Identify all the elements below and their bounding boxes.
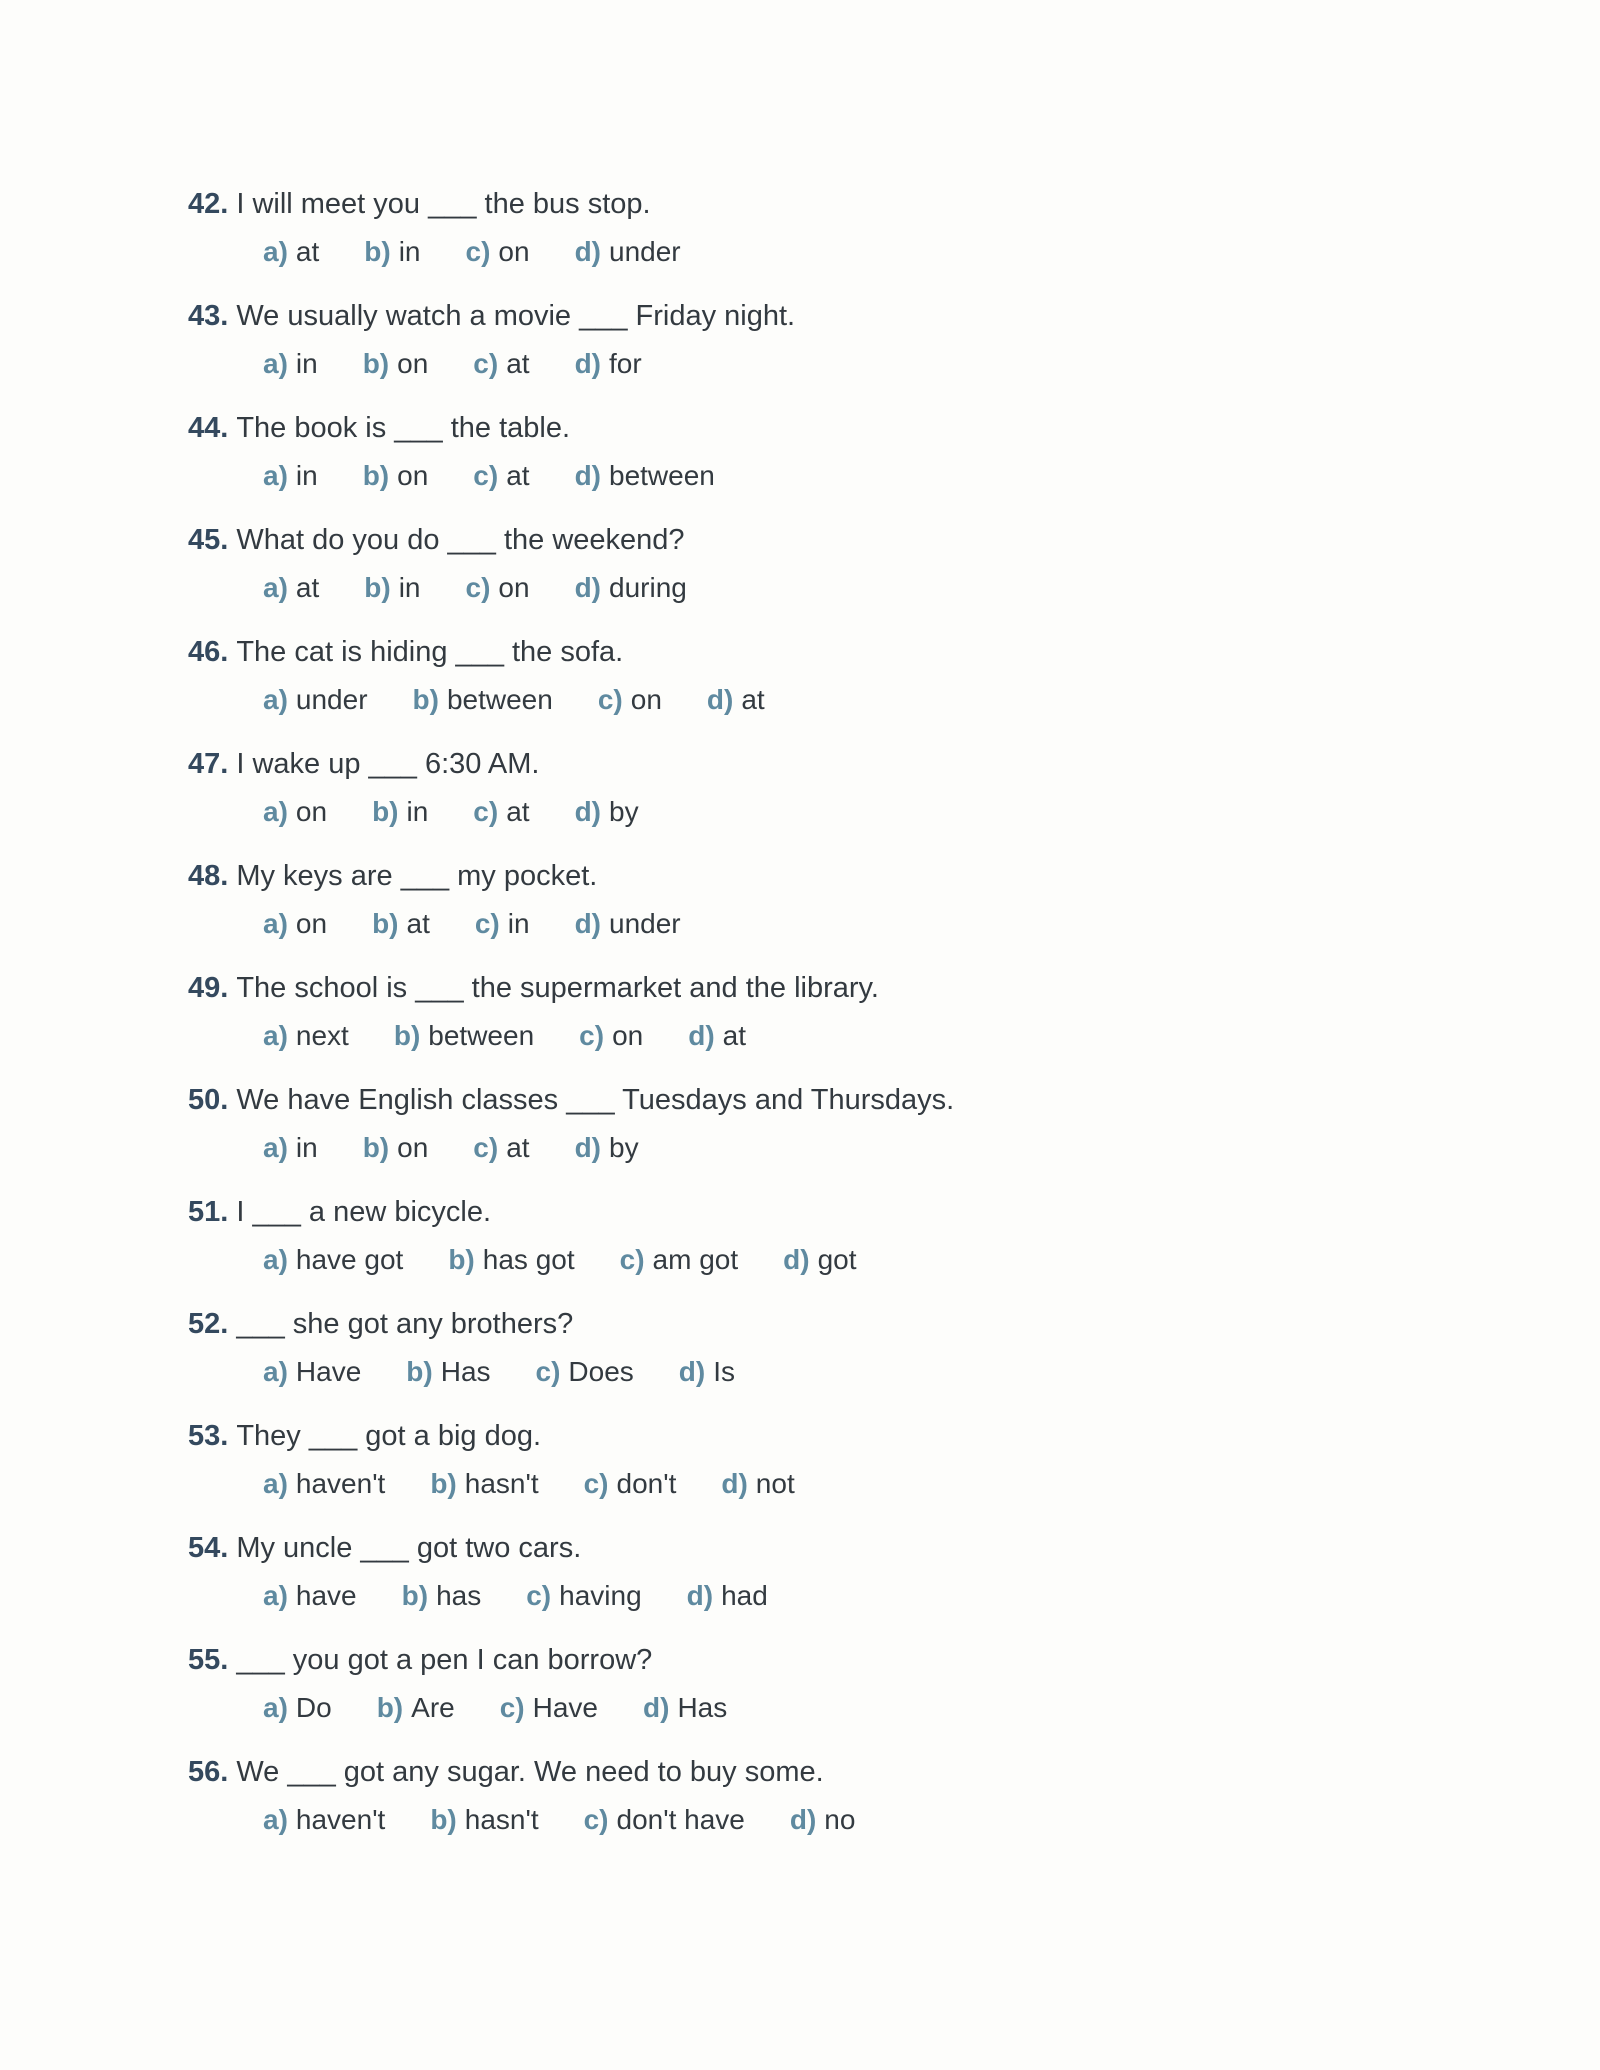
question-text: My uncle ___ got two cars. — [236, 1532, 582, 1564]
option-text: in — [295, 1132, 318, 1163]
option-letter: c) — [473, 1132, 499, 1163]
option-letter: c) — [597, 684, 623, 715]
question-number: 44. — [188, 412, 229, 444]
answer-option[interactable] — [263, 680, 368, 720]
option-text: under — [609, 908, 681, 939]
option-letter: b) — [406, 1356, 433, 1387]
option-letter: b) — [364, 236, 391, 267]
question-number: 54. — [188, 1532, 229, 1564]
option-text: in — [507, 908, 530, 939]
question-item — [188, 184, 1438, 296]
option-letter: c) — [474, 908, 500, 939]
option-letter: d) — [688, 1020, 715, 1051]
answer-option[interactable] — [394, 1016, 534, 1056]
question-text: The cat is hiding ___ the sofa. — [236, 636, 624, 668]
option-text: on — [295, 796, 328, 827]
option-text: on — [498, 236, 530, 267]
option-text: got — [817, 1244, 857, 1275]
question-line — [188, 632, 1438, 672]
question-item — [188, 1752, 1438, 1864]
option-text: hasn't — [464, 1804, 539, 1835]
question-text: They ___ got a big dog. — [236, 1420, 542, 1452]
question-item — [188, 856, 1438, 968]
answer-options — [263, 568, 1438, 608]
answer-option[interactable] — [263, 1800, 385, 1840]
option-text: Are — [411, 1692, 455, 1723]
answer-option[interactable] — [575, 456, 715, 496]
question-line — [188, 968, 1438, 1008]
option-letter: d) — [678, 1356, 706, 1387]
question-line — [188, 184, 1438, 224]
option-letter: d) — [574, 1132, 601, 1163]
question-number: 56. — [188, 1756, 229, 1788]
question-line — [188, 296, 1438, 336]
answer-options — [263, 1688, 1438, 1728]
option-text: between — [428, 1020, 535, 1051]
option-letter: a) — [263, 1580, 288, 1611]
question-line — [188, 1640, 1438, 1680]
option-text: at — [506, 796, 530, 827]
option-letter: c) — [465, 572, 491, 603]
option-letter: b) — [412, 684, 439, 715]
option-text: has — [436, 1580, 482, 1611]
answer-option[interactable] — [372, 792, 428, 832]
option-text: under — [609, 236, 681, 267]
question-line — [188, 1080, 1438, 1120]
answer-option[interactable] — [536, 1352, 634, 1392]
option-text: on — [630, 684, 662, 715]
answer-option[interactable] — [263, 1016, 349, 1056]
question-item — [188, 632, 1438, 744]
answer-option[interactable] — [263, 1464, 385, 1504]
question-item — [188, 1192, 1438, 1304]
option-text: in — [398, 572, 421, 603]
option-text: at — [741, 684, 765, 715]
answer-option[interactable] — [263, 904, 327, 944]
question-number: 42. — [188, 188, 229, 220]
option-text: at — [295, 236, 320, 267]
option-text: during — [609, 572, 687, 603]
worksheet — [188, 184, 1438, 1864]
option-text: on — [397, 348, 429, 379]
answer-option[interactable] — [584, 1800, 745, 1840]
option-text: had — [721, 1580, 768, 1611]
option-text: on — [612, 1020, 644, 1051]
option-letter: c) — [535, 1356, 561, 1387]
option-text: Has — [677, 1692, 728, 1723]
option-text: have got — [295, 1244, 404, 1275]
answer-option[interactable] — [473, 1128, 529, 1168]
question-item — [188, 1640, 1438, 1752]
option-letter: b) — [393, 1020, 421, 1051]
answer-option[interactable] — [263, 792, 327, 832]
answer-option[interactable] — [579, 1016, 643, 1056]
answer-option[interactable] — [263, 568, 319, 608]
answer-options — [263, 680, 1438, 720]
answer-options — [263, 1240, 1438, 1280]
question-text: We have English classes ___ Tuesdays and Thursdays. — [236, 1084, 955, 1116]
answer-option[interactable] — [364, 568, 420, 608]
option-text: in — [295, 460, 318, 491]
answer-option[interactable] — [643, 1688, 727, 1728]
question-line — [188, 520, 1438, 560]
option-letter: c) — [583, 1804, 609, 1835]
answer-option[interactable] — [721, 1464, 794, 1504]
answer-option[interactable] — [475, 904, 530, 944]
answer-option[interactable] — [448, 1240, 574, 1280]
question-line — [188, 856, 1438, 896]
question-line — [188, 1192, 1438, 1232]
option-letter: c) — [499, 1692, 525, 1723]
option-text: at — [722, 1020, 747, 1051]
option-text: Is — [713, 1356, 736, 1387]
option-letter: c) — [473, 348, 499, 379]
option-text: at — [506, 460, 530, 491]
answer-option[interactable] — [263, 1352, 361, 1392]
answer-option[interactable] — [473, 792, 529, 832]
option-text: having — [559, 1580, 642, 1611]
option-text: on — [397, 1132, 429, 1163]
option-text: haven't — [295, 1468, 386, 1499]
option-letter: d) — [574, 908, 601, 939]
option-letter: b) — [362, 348, 390, 379]
option-text: in — [406, 796, 429, 827]
option-letter: a) — [263, 572, 288, 603]
answer-options — [263, 792, 1438, 832]
option-letter: d) — [721, 1468, 748, 1499]
question-text: My keys are ___ my pocket. — [236, 860, 598, 892]
option-letter: d) — [574, 348, 601, 379]
question-text: What do you do ___ the weekend? — [236, 524, 685, 556]
answer-option[interactable] — [687, 1576, 768, 1616]
option-letter: a) — [263, 684, 288, 715]
question-text: I will meet you ___ the bus stop. — [236, 188, 651, 220]
question-number: 43. — [188, 300, 229, 332]
option-letter: b) — [372, 796, 399, 827]
answer-option[interactable] — [620, 1240, 739, 1280]
option-text: at — [295, 572, 320, 603]
question-number: 52. — [188, 1308, 229, 1340]
answer-option[interactable] — [575, 904, 681, 944]
question-number: 53. — [188, 1420, 229, 1452]
answer-option[interactable] — [363, 344, 429, 384]
question-item — [188, 744, 1438, 856]
answer-options — [263, 344, 1438, 384]
option-text: Have — [295, 1356, 362, 1387]
answer-option[interactable] — [575, 344, 642, 384]
option-letter: b) — [362, 1132, 390, 1163]
option-text: on — [295, 908, 328, 939]
option-letter: b) — [364, 572, 391, 603]
answer-option[interactable] — [500, 1688, 598, 1728]
option-letter: a) — [263, 1132, 288, 1163]
answer-option[interactable] — [688, 1016, 746, 1056]
option-letter: a) — [263, 908, 288, 939]
answer-options — [263, 1352, 1438, 1392]
question-item — [188, 1528, 1438, 1640]
option-letter: c) — [465, 236, 491, 267]
question-line — [188, 1528, 1438, 1568]
question-number: 50. — [188, 1084, 229, 1116]
question-line — [188, 744, 1438, 784]
question-line — [188, 1752, 1438, 1792]
option-letter: a) — [263, 236, 288, 267]
answer-option[interactable] — [466, 232, 530, 272]
answer-option[interactable] — [377, 1688, 455, 1728]
option-text: Does — [568, 1356, 634, 1387]
question-item — [188, 1304, 1438, 1416]
question-item — [188, 520, 1438, 632]
question-text: We ___ got any sugar. We need to buy some. — [236, 1756, 824, 1788]
option-letter: a) — [263, 348, 288, 379]
answer-option[interactable] — [575, 792, 639, 832]
option-letter: c) — [473, 460, 499, 491]
option-text: for — [609, 348, 642, 379]
option-letter: b) — [430, 1804, 457, 1835]
option-letter: c) — [619, 1244, 645, 1275]
option-letter: d) — [574, 796, 601, 827]
answer-options — [263, 1800, 1438, 1840]
answer-option[interactable] — [598, 680, 662, 720]
answer-option[interactable] — [363, 1128, 429, 1168]
answer-options — [263, 1016, 1438, 1056]
question-number: 45. — [188, 524, 229, 556]
option-text: in — [398, 236, 421, 267]
answer-option[interactable] — [473, 456, 529, 496]
option-text: on — [498, 572, 530, 603]
option-text: at — [506, 348, 530, 379]
question-line — [188, 408, 1438, 448]
question-line — [188, 1416, 1438, 1456]
option-text: has got — [482, 1244, 575, 1275]
option-letter: a) — [263, 1356, 288, 1387]
option-text: have — [295, 1580, 357, 1611]
option-text: Have — [532, 1692, 598, 1723]
answer-option[interactable] — [575, 1128, 639, 1168]
question-item — [188, 1416, 1438, 1528]
question-number: 46. — [188, 636, 229, 668]
option-letter: d) — [686, 1580, 714, 1611]
answer-option[interactable] — [526, 1576, 641, 1616]
question-text: ___ she got any brothers? — [236, 1308, 574, 1340]
option-letter: a) — [263, 1804, 288, 1835]
option-text: at — [506, 1132, 530, 1163]
answer-option[interactable] — [679, 1352, 735, 1392]
option-text: between — [446, 684, 553, 715]
answer-option[interactable] — [263, 1240, 403, 1280]
option-letter: d) — [574, 236, 601, 267]
option-text: under — [295, 684, 368, 715]
answer-option[interactable] — [790, 1800, 856, 1840]
question-item — [188, 968, 1438, 1080]
answer-option[interactable] — [263, 344, 318, 384]
option-text: don't — [616, 1468, 677, 1499]
option-text: don't have — [616, 1804, 745, 1835]
option-letter: d) — [643, 1692, 670, 1723]
question-number: 48. — [188, 860, 229, 892]
option-text: on — [397, 460, 429, 491]
answer-option[interactable] — [430, 1464, 538, 1504]
option-text: hasn't — [464, 1468, 539, 1499]
answer-option[interactable] — [413, 680, 553, 720]
answer-option[interactable] — [263, 1576, 357, 1616]
answer-options — [263, 1128, 1438, 1168]
option-letter: d) — [706, 684, 734, 715]
answer-option[interactable] — [783, 1240, 856, 1280]
option-letter: d) — [783, 1244, 810, 1275]
answer-option[interactable] — [402, 1576, 482, 1616]
answer-option[interactable] — [466, 568, 530, 608]
option-text: not — [755, 1468, 795, 1499]
option-letter: b) — [362, 460, 390, 491]
answer-options — [263, 232, 1438, 272]
option-letter: a) — [263, 1244, 288, 1275]
answer-options — [263, 904, 1438, 944]
answer-option[interactable] — [430, 1800, 538, 1840]
option-text: haven't — [295, 1804, 386, 1835]
answer-option[interactable] — [263, 232, 319, 272]
option-letter: a) — [263, 460, 288, 491]
option-text: by — [609, 796, 639, 827]
question-item — [188, 408, 1438, 520]
option-letter: c) — [526, 1580, 552, 1611]
option-text: by — [609, 1132, 639, 1163]
question-item — [188, 1080, 1438, 1192]
question-item — [188, 296, 1438, 408]
answer-option[interactable] — [707, 680, 765, 720]
answer-option[interactable] — [473, 344, 529, 384]
answer-option[interactable] — [575, 232, 681, 272]
option-letter: d) — [574, 572, 601, 603]
option-text: Do — [295, 1692, 332, 1723]
answer-option[interactable] — [363, 456, 429, 496]
option-letter: b) — [376, 1692, 404, 1723]
option-letter: a) — [263, 1468, 288, 1499]
option-text: no — [824, 1804, 856, 1835]
option-letter: a) — [263, 796, 288, 827]
option-text: next — [295, 1020, 349, 1051]
option-letter: b) — [372, 908, 399, 939]
question-number: 51. — [188, 1196, 229, 1228]
option-text: Has — [440, 1356, 491, 1387]
answer-option[interactable] — [263, 1128, 318, 1168]
answer-option[interactable] — [263, 456, 318, 496]
option-text: am got — [652, 1244, 739, 1275]
question-text: I wake up ___ 6:30 AM. — [236, 748, 540, 780]
question-text: We usually watch a movie ___ Friday night. — [236, 300, 796, 332]
question-number: 49. — [188, 972, 229, 1004]
answer-options — [263, 1464, 1438, 1504]
option-letter: b) — [448, 1244, 475, 1275]
option-letter: c) — [583, 1468, 609, 1499]
answer-option[interactable] — [575, 568, 687, 608]
option-text: at — [406, 908, 430, 939]
option-letter: a) — [263, 1020, 288, 1051]
question-text: I ___ a new bicycle. — [236, 1196, 492, 1228]
option-letter: c) — [473, 796, 499, 827]
question-text: The school is ___ the supermarket and the library. — [236, 972, 879, 1004]
question-line — [188, 1304, 1438, 1344]
question-number: 55. — [188, 1644, 229, 1676]
answer-option[interactable] — [372, 904, 430, 944]
option-text: in — [295, 348, 318, 379]
answer-options — [263, 456, 1438, 496]
answer-options — [263, 1576, 1438, 1616]
answer-option[interactable] — [364, 232, 420, 272]
answer-option[interactable] — [263, 1688, 332, 1728]
answer-option[interactable] — [584, 1464, 677, 1504]
option-letter: c) — [579, 1020, 605, 1051]
option-letter: b) — [401, 1580, 429, 1611]
option-letter: a) — [263, 1692, 288, 1723]
option-text: between — [609, 460, 715, 491]
option-letter: b) — [430, 1468, 457, 1499]
question-text: ___ you got a pen I can borrow? — [236, 1644, 653, 1676]
option-letter: d) — [789, 1804, 817, 1835]
option-letter: d) — [574, 460, 601, 491]
question-text: The book is ___ the table. — [236, 412, 571, 444]
answer-option[interactable] — [406, 1352, 490, 1392]
question-number: 47. — [188, 748, 229, 780]
